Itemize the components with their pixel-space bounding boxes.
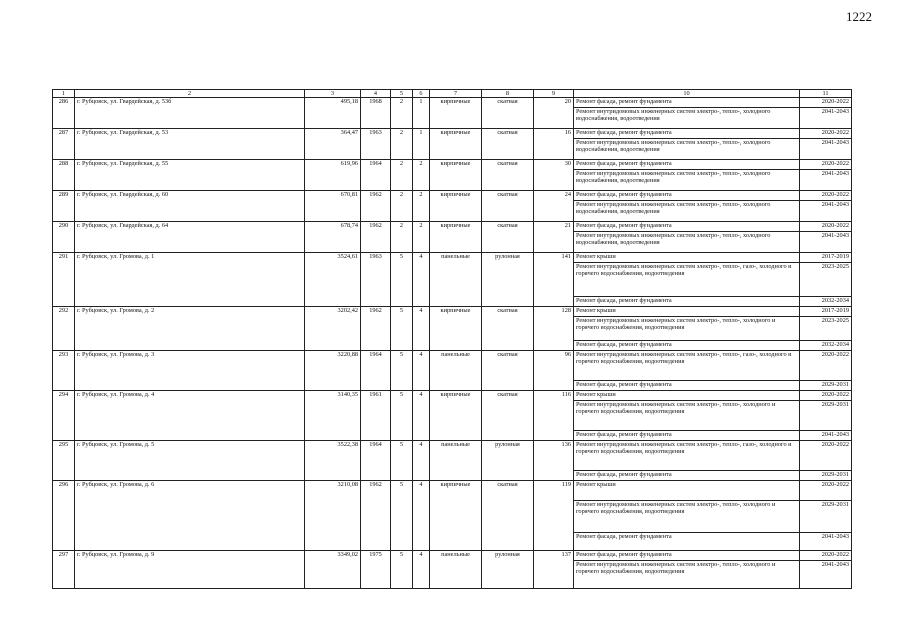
building-floors: 2: [391, 160, 413, 191]
building-area: 3140,35: [305, 391, 361, 441]
building-area: 670,81: [305, 191, 361, 222]
building-floors: 2: [391, 191, 413, 222]
building-walls: панельные: [430, 551, 482, 589]
building-entrances: 4: [413, 391, 430, 441]
building-entrances: 2: [413, 191, 430, 222]
building-walls: кирпичные: [430, 98, 482, 129]
building-count: 16: [534, 129, 574, 160]
building-entrances: 4: [413, 307, 430, 351]
work-period: 2023-2025: [800, 317, 852, 341]
building-number: 297: [53, 551, 75, 589]
building-year: 1968: [361, 98, 391, 129]
col-number-1: 1: [53, 90, 75, 98]
building-roof: скатная: [482, 191, 534, 222]
work-period: 2017-2019: [800, 307, 852, 317]
col-number-6: 6: [413, 90, 430, 98]
building-address: г. Рубцовск, ул. Гвардейская, д. 60: [75, 191, 305, 222]
building-count: 96: [534, 351, 574, 391]
building-count: 30: [534, 160, 574, 191]
table-row: [53, 160, 852, 170]
building-address: г. Рубцовск, ул. Гвардейская, д. 53б: [75, 98, 305, 129]
building-floors: 5: [391, 253, 413, 307]
work-name: Ремонт крыши: [574, 481, 800, 501]
building-count: 136: [534, 441, 574, 481]
building-number: 295: [53, 441, 75, 481]
work-period: 2020-2022: [800, 551, 852, 561]
building-walls: кирпичные: [430, 391, 482, 441]
building-number: 291: [53, 253, 75, 307]
work-name: Ремонт фасада, ремонт фундамента: [574, 98, 800, 108]
building-number: 293: [53, 351, 75, 391]
building-year: 1962: [361, 191, 391, 222]
building-count: 20: [534, 98, 574, 129]
table-body: [53, 90, 852, 589]
work-name: Ремонт внутридомовых инженерных систем электро-, тепло-, холодного водоснабжения, водоотведения: [574, 139, 800, 160]
building-entrances: 1: [413, 98, 430, 129]
building-count: 119: [534, 481, 574, 551]
table-row: [53, 307, 852, 317]
building-floors: 5: [391, 441, 413, 481]
building-year: 1962: [361, 222, 391, 253]
building-area: 3524,61: [305, 253, 361, 307]
col-number-3: 3: [305, 90, 361, 98]
building-year: 1964: [361, 441, 391, 481]
building-address: г. Рубцовск, ул. Громова, д. 2: [75, 307, 305, 351]
building-walls: панельные: [430, 441, 482, 481]
work-name: Ремонт внутридомовых инженерных систем электро-, тепло-, холодного и горячего водоснабжения, водоотведения: [574, 317, 800, 341]
building-walls: панельные: [430, 253, 482, 307]
building-entrances: 2: [413, 222, 430, 253]
building-year: 1961: [361, 391, 391, 441]
work-name: Ремонт внутридомовых инженерных систем электро-, тепло-, холодного и горячего водоснабжения, водоотведения: [574, 561, 800, 589]
work-name: Ремонт внутридомовых инженерных систем электро-, тепло-, газо-, холодного и горячего водоснабжения, водоотведения: [574, 441, 800, 471]
building-address: г. Рубцовск, ул. Громова, д. 6: [75, 481, 305, 551]
work-period: 2032-2034: [800, 297, 852, 307]
registry-table: [52, 89, 852, 589]
building-address: г. Рубцовск, ул. Гвардейская, д. 53: [75, 129, 305, 160]
building-floors: 5: [391, 307, 413, 351]
building-entrances: 2: [413, 160, 430, 191]
building-address: г. Рубцовск, ул. Громова, д. 5: [75, 441, 305, 481]
col-number-11: 11: [800, 90, 852, 98]
work-period: 2041-2043: [800, 232, 852, 253]
table-row: [53, 391, 852, 401]
work-period: 2041-2043: [800, 170, 852, 191]
building-area: 678,74: [305, 222, 361, 253]
building-count: 128: [534, 307, 574, 351]
building-number: 294: [53, 391, 75, 441]
col-number-9: 9: [534, 90, 574, 98]
building-floors: 5: [391, 391, 413, 441]
building-entrances: 4: [413, 441, 430, 481]
work-name: Ремонт крыши: [574, 307, 800, 317]
building-address: г. Рубцовск, ул. Громова, д. 1: [75, 253, 305, 307]
building-walls: кирпичные: [430, 307, 482, 351]
work-period: 2029-2031: [800, 471, 852, 481]
work-name: Ремонт внутридомовых инженерных систем электро-, тепло-, холодного водоснабжения, водоотведения: [574, 201, 800, 222]
work-period: 2029-2031: [800, 501, 852, 533]
work-name: Ремонт внутридомовых инженерных систем электро-, тепло-, холодного водоснабжения, водоотведения: [574, 232, 800, 253]
building-area: 3349,02: [305, 551, 361, 589]
building-roof: скатная: [482, 129, 534, 160]
building-year: 1964: [361, 160, 391, 191]
work-name: Ремонт внутридомовых инженерных систем электро-, тепло-, холодного и горячего водоснабжения, водоотведения: [574, 401, 800, 431]
work-period: 2023-2025: [800, 263, 852, 297]
table-row: [53, 481, 852, 501]
work-period: 2020-2022: [800, 129, 852, 139]
work-period: 2017-2019: [800, 253, 852, 263]
building-count: 137: [534, 551, 574, 589]
work-name: Ремонт фасада, ремонт фундамента: [574, 431, 800, 441]
table-row: [53, 253, 852, 263]
work-name: Ремонт фасада, ремонт фундамента: [574, 341, 800, 351]
work-period: 2041-2043: [800, 201, 852, 222]
building-floors: 2: [391, 222, 413, 253]
work-period: 2020-2022: [800, 481, 852, 501]
work-period: 2041-2043: [800, 139, 852, 160]
building-roof: рулонная: [482, 551, 534, 589]
work-period: 2041-2043: [800, 431, 852, 441]
building-roof: скатная: [482, 351, 534, 391]
building-floors: 2: [391, 129, 413, 160]
building-area: 3202,42: [305, 307, 361, 351]
work-name: Ремонт внутридомовых инженерных систем электро-, тепло-, газо-, холодного и горячего водоснабжения, водоотведения: [574, 351, 800, 381]
work-period: 2041-2043: [800, 533, 852, 551]
work-name: Ремонт фасада, ремонт фундамента: [574, 381, 800, 391]
work-period: 2020-2022: [800, 191, 852, 201]
table-row: [53, 441, 852, 471]
building-area: 3522,38: [305, 441, 361, 481]
building-address: г. Рубцовск, ул. Гвардейская, д. 64: [75, 222, 305, 253]
building-walls: кирпичные: [430, 129, 482, 160]
work-name: Ремонт внутридомовых инженерных систем электро-, тепло-, холодного водоснабжения, водоотведения: [574, 108, 800, 129]
work-name: Ремонт фасада, ремонт фундамента: [574, 533, 800, 551]
building-roof: рулонная: [482, 441, 534, 481]
col-number-5: 5: [391, 90, 413, 98]
table-row: [53, 98, 852, 108]
building-walls: кирпичные: [430, 481, 482, 551]
building-count: 21: [534, 222, 574, 253]
building-number: 289: [53, 191, 75, 222]
work-name: Ремонт внутридомовых инженерных систем электро-, тепло-, холодного и горячего водоснабжения, водоотведения: [574, 501, 800, 533]
building-number: 296: [53, 481, 75, 551]
building-walls: кирпичные: [430, 160, 482, 191]
building-address: г. Рубцовск, ул. Гвардейская, д. 55: [75, 160, 305, 191]
work-name: Ремонт фасада, ремонт фундамента: [574, 297, 800, 307]
building-year: 1962: [361, 481, 391, 551]
table-row: [53, 222, 852, 232]
col-number-7: 7: [430, 90, 482, 98]
building-year: 1975: [361, 551, 391, 589]
building-area: 3210,08: [305, 481, 361, 551]
work-name: Ремонт внутридомовых инженерных систем электро-, тепло-, холодного водоснабжения, водоотведения: [574, 170, 800, 191]
building-area: 619,96: [305, 160, 361, 191]
table-row: [53, 129, 852, 139]
building-floors: 5: [391, 351, 413, 391]
table-row: [53, 551, 852, 561]
work-name: Ремонт внутридомовых инженерных систем электро-, тепло-, газо-, холодного и горячего водоснабжения, водоотведения: [574, 263, 800, 297]
col-number-10: 10: [574, 90, 800, 98]
building-roof: скатная: [482, 391, 534, 441]
building-count: 141: [534, 253, 574, 307]
work-period: 2020-2022: [800, 351, 852, 381]
building-year: 1963: [361, 129, 391, 160]
building-entrances: 1: [413, 129, 430, 160]
building-area: 364,47: [305, 129, 361, 160]
building-entrances: 4: [413, 481, 430, 551]
page-number: 1222: [846, 9, 872, 24]
building-year: 1963: [361, 253, 391, 307]
column-number-row: [53, 90, 852, 98]
building-roof: рулонная: [482, 253, 534, 307]
work-name: Ремонт фасада, ремонт фундамента: [574, 471, 800, 481]
work-period: 2020-2022: [800, 441, 852, 471]
building-floors: 5: [391, 551, 413, 589]
building-number: 292: [53, 307, 75, 351]
work-period: 2041-2043: [800, 561, 852, 589]
building-number: 290: [53, 222, 75, 253]
building-floors: 5: [391, 481, 413, 551]
building-number: 288: [53, 160, 75, 191]
building-count: 24: [534, 191, 574, 222]
work-period: 2020-2022: [800, 160, 852, 170]
table-row: [53, 351, 852, 381]
building-count: 116: [534, 391, 574, 441]
building-walls: панельные: [430, 351, 482, 391]
work-name: Ремонт фасада, ремонт фундамента: [574, 222, 800, 232]
work-name: Ремонт крыши: [574, 391, 800, 401]
work-period: 2020-2022: [800, 222, 852, 232]
building-roof: скатная: [482, 222, 534, 253]
building-roof: скатная: [482, 307, 534, 351]
building-walls: кирпичные: [430, 191, 482, 222]
building-walls: кирпичные: [430, 222, 482, 253]
building-entrances: 4: [413, 551, 430, 589]
work-name: Ремонт крыши: [574, 253, 800, 263]
building-floors: 2: [391, 98, 413, 129]
work-period: 2020-2022: [800, 391, 852, 401]
building-area: 495,18: [305, 98, 361, 129]
work-period: 2029-2031: [800, 401, 852, 431]
building-entrances: 4: [413, 351, 430, 391]
building-entrances: 4: [413, 253, 430, 307]
building-roof: скатная: [482, 160, 534, 191]
work-name: Ремонт фасада, ремонт фундамента: [574, 551, 800, 561]
work-name: Ремонт фасада, ремонт фундамента: [574, 129, 800, 139]
work-period: 2029-2031: [800, 381, 852, 391]
col-number-4: 4: [361, 90, 391, 98]
building-address: г. Рубцовск, ул. Громова, д. 4: [75, 391, 305, 441]
work-period: 2020-2022: [800, 98, 852, 108]
building-year: 1962: [361, 307, 391, 351]
work-period: 2032-2034: [800, 341, 852, 351]
building-number: 287: [53, 129, 75, 160]
work-name: Ремонт фасада, ремонт фундамента: [574, 191, 800, 201]
work-name: Ремонт фасада, ремонт фундамента: [574, 160, 800, 170]
work-period: 2041-2043: [800, 108, 852, 129]
col-number-2: 2: [75, 90, 305, 98]
building-number: 286: [53, 98, 75, 129]
building-area: 3220,88: [305, 351, 361, 391]
col-number-8: 8: [482, 90, 534, 98]
building-address: г. Рубцовск, ул. Громова, д. 9: [75, 551, 305, 589]
building-address: г. Рубцовск, ул. Громова, д. 3: [75, 351, 305, 391]
table-row: [53, 191, 852, 201]
building-roof: скатная: [482, 98, 534, 129]
building-year: 1964: [361, 351, 391, 391]
building-roof: скатная: [482, 481, 534, 551]
